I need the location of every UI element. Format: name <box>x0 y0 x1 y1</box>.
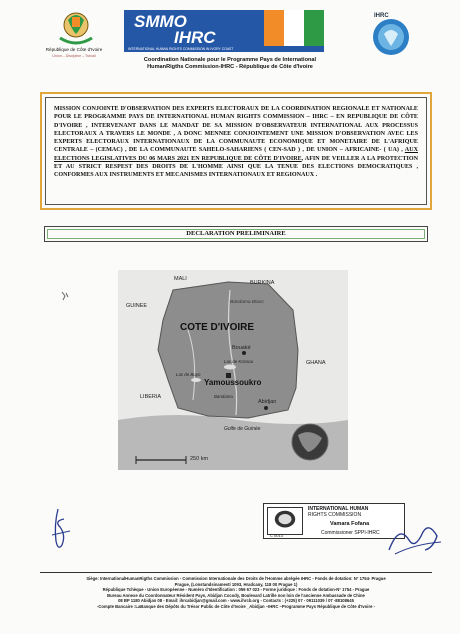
label-bandama: Bandama <box>214 394 233 399</box>
label-ghana: GHANA <box>306 360 326 366</box>
republic-name: République de Côte d'Ivoire <box>45 47 103 52</box>
ihrc-label: IHRC <box>374 13 389 19</box>
label-scale: 250 km <box>190 456 209 462</box>
label-lac-buyo: Lac de Buyo <box>176 372 201 377</box>
footer-line-3: République Tchèque - Union Européenne - Numéro d'Identification : 059 67 023 - Forme juridique : Fonds de dotation-N° 1754 - Prague <box>102 587 370 593</box>
footer-line-5: 08 BP 1180 Abidjan 08 - Email: ihrcabidjan@gmail.com - www.ihrcb.org - Contacts : (+225) 07 - 09111039 / 07 -88108645 <box>118 598 354 604</box>
org-line-1: Coordination Nationale pour le Programme Pays de International <box>143 57 317 63</box>
stamp-globe-icon <box>267 507 303 535</box>
mission-text-emphasis: AUX ELECTIONS LEGISLATIVES DU 06 MARS 2021 EN REPUBLIQUE DE CÔTE D'IVOIRE <box>54 147 418 162</box>
banner-subtitle: INTERNATIONAL HUMAN RIGHTS COMMISSION IN IVORY COAST <box>128 47 234 51</box>
stamp-role: Commissioner SPPI-IHRC <box>321 530 380 536</box>
mission-text-part-2: , AFIN DE VEILLER A LA PROTECTION ET AU STRICT RESPEST DES DROITS DE L'HOMME AINSI QUE LA TENUE DES ELECTIONS DEMOCRATIQUES , CONFORMES AUX INSTRUMENTS ET MECANISMES INTERNATIONAUX ET REGIONAUX . <box>54 155 418 179</box>
signature-right <box>385 520 445 560</box>
stamp-line-2: RIGHTS COMMISSION <box>308 512 362 518</box>
label-mali: MALI <box>174 276 187 282</box>
footer-rule <box>40 572 432 573</box>
map-cote-divoire <box>118 270 348 470</box>
declaration-title: DECLARATION PRELIMINAIRE <box>186 230 286 237</box>
label-liberia: LIBERIA <box>140 394 162 400</box>
footer-line-2: Prague, (Lonstandsinamestí 1093, Hradcany, 118 00 Prague 1) <box>174 581 298 587</box>
banner-ihrc-text: IHRC <box>174 28 216 47</box>
footer <box>36 576 436 610</box>
ink-mark <box>60 290 70 302</box>
label-bandama-blanc: Bandama Blanc <box>230 300 264 305</box>
smmo-ihrc-banner <box>124 10 324 52</box>
label-lac-kossou: Lac de Kossou <box>224 359 254 364</box>
mission-text <box>54 105 418 180</box>
label-bouake: Bouaké <box>232 345 251 351</box>
footer-line-4: Bureau Annexe du Coordonnateur Résident Pays, Abidjan Cocody, Boulevard Latrille non loin de l'ancienne Ambassade de Chine <box>107 592 365 598</box>
label-golfe-guinee: Golfe de Guinée <box>224 426 261 432</box>
org-line-2: HumanRigths Commission-IHRC - République de Côte d'Ivoire <box>147 64 313 70</box>
stamp-number: C 0013 <box>270 533 283 538</box>
label-burkina: BURKINA <box>250 280 275 286</box>
label-country: COTE D'IVOIRE <box>180 322 255 333</box>
footer-line-1: Siège: InternationalHumanRigths Commission - Commission Internationale des Droits de l'Homme abrégée IHRC - Fonds de dotation: N° 1754- Prague <box>86 576 386 581</box>
label-capital: Yamoussoukro <box>204 378 262 387</box>
declaration-bar <box>44 226 428 242</box>
footer-line-6: -Compte Bancaire :LaBanque des Dépôts du Trésor Public de Côte d'Ivoire _Abidjan –IHRC –Programme Pays République de Côte d'Ivoire - <box>97 603 375 609</box>
stamp-name: Vamara Fofana <box>330 521 370 527</box>
republic-motto: Union – Discipline – Travail <box>52 54 96 58</box>
label-abidjan: Abidjan <box>258 399 277 405</box>
mission-text-part-1: MISSION CONJOINTE D'OBSERVATION DES EXPERTS ELECTORAUX DE LA COORDINATION REGIONALE ET NATIONALE POUR LE PROGRAMME PAYS DE INTERNATIONAL HUMAN RIGHTS COMMISSION – IHRC – EN REPUBLIQUE DE CÔTE D'IVOIRE , INTERVENANT DANS LE MANDAT DE SA MISSION D'OBSERVATEUR INTERNATIONAL AUX PROCESSUS ELECTORAUX A TRAVERS LE MONDE , A DONC MENNEE CONJOINTEMENT UNE MISSION D'OBSERVATION AVEC LES EXPERTS ELECTORAUX INTERNATIONAUX DE LA COMMUNAUTE ECONOMIQUE ET MONETAIRE DE L'AFRIQUE CENTRALE – (CEMAC) , DE LA COMMUNAUTE SAHELO-SAHARIENS ( CEN-SAD ) , DE UNION – AFRICAINE- ( UA) , <box>54 106 418 154</box>
label-guinee: GUINEE <box>126 303 148 309</box>
city-marker-abidjan <box>264 406 268 410</box>
banner-smmo-text: SMMO <box>134 12 187 31</box>
city-marker-bouake <box>242 351 246 355</box>
mission-box <box>40 92 432 210</box>
official-stamp <box>263 503 405 539</box>
signature-left <box>48 505 78 555</box>
stamp-line-1: INTERNATIONAL HUMAN <box>308 506 369 512</box>
